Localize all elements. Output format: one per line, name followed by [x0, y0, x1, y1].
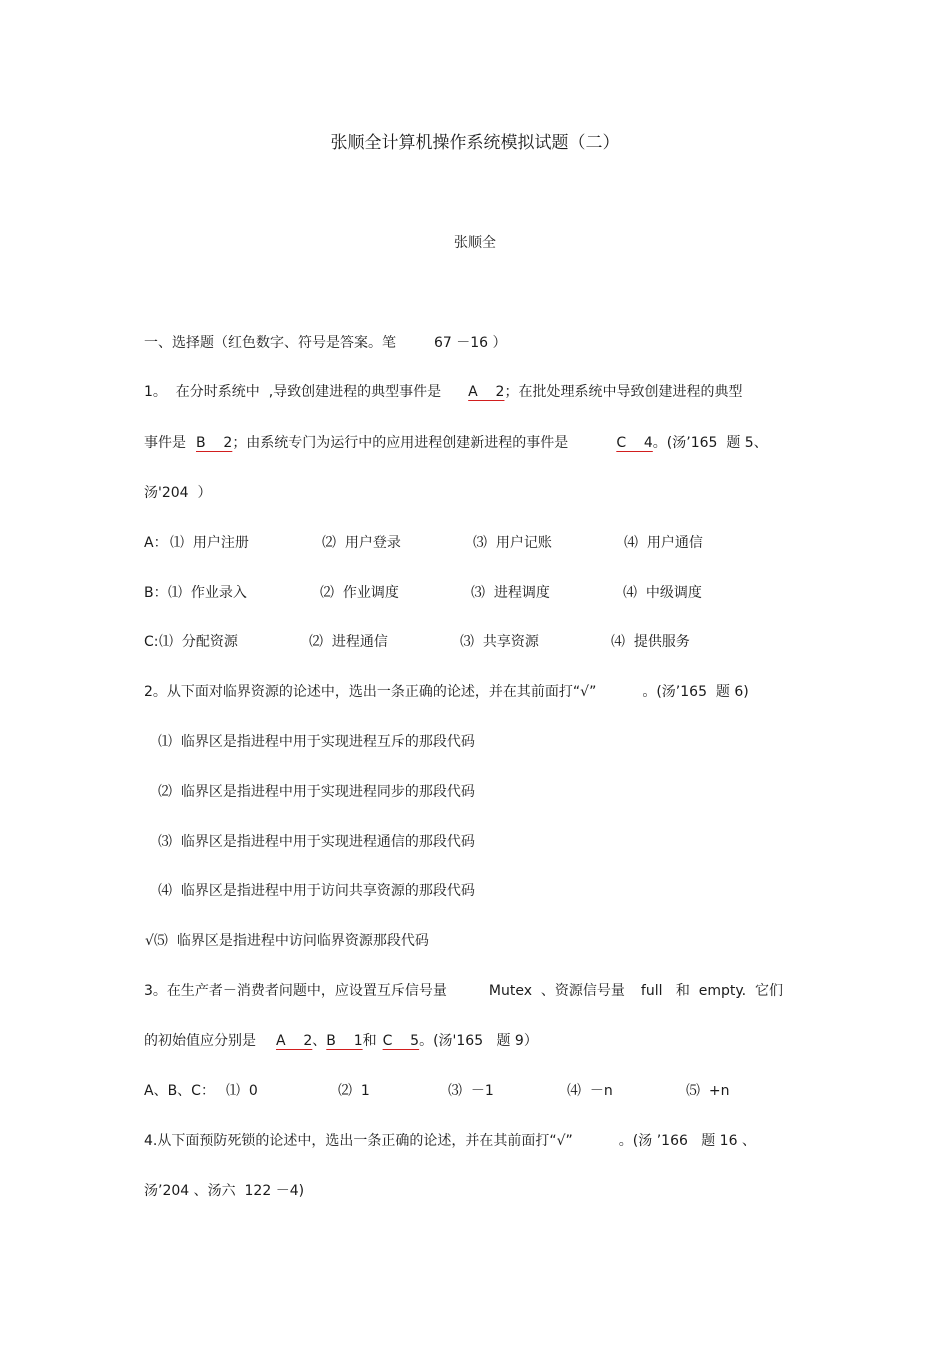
- q1-option-a4: ⑷ 用户通信: [624, 535, 703, 551]
- q2-option-4: ⑷ 临界区是指进程中用于访问共享资源的那段代码: [158, 883, 475, 899]
- q4-line2: 汤’204 、汤六 122 －4): [144, 1183, 305, 1199]
- q1-option-a1: ⑴ 用户注册: [170, 535, 249, 551]
- q1-option-b1: ⑴ 作业录入: [168, 585, 247, 601]
- q1-text-e: 。(汤’165 题 5、: [652, 435, 768, 451]
- q2-option-2: ⑵ 临界区是指进程中用于实现进程同步的那段代码: [158, 784, 475, 800]
- q3-answer-c: C 5: [382, 1033, 420, 1049]
- q3-line2: [144, 1031, 538, 1051]
- q2-option-3: ⑶ 临界区是指进程中用于实现进程通信的那段代码: [158, 834, 475, 850]
- q3-option-3: ⑶ －1: [448, 1083, 494, 1099]
- q1-option-c4: ⑷ 提供服务: [611, 634, 690, 650]
- q3-text-a: 3。在生产者－消费者问题中，应设置互斥信号量: [144, 983, 447, 999]
- page-title: 张顺全计算机操作系统模拟试题（二）: [330, 133, 620, 153]
- q4-stem: [144, 1131, 756, 1151]
- q1-options-c-label: C:: [144, 634, 159, 650]
- q1-option-c3: ⑶ 共享资源: [460, 634, 539, 650]
- q1-option-c1: ⑴ 分配资源: [159, 634, 238, 650]
- q1-options-b-label: B：: [144, 585, 168, 601]
- section-heading-range: 67 －16 ）: [434, 335, 507, 351]
- q1-answer-b: B 2: [196, 435, 233, 451]
- q1-line3: 汤'204 ）: [144, 485, 212, 501]
- q1-text-a: 1。 在分时系统中 ,导致创建进程的典型事件是: [144, 384, 442, 400]
- q3-option-1: ⑴ 0: [226, 1083, 258, 1099]
- q1-text-c: 事件是: [144, 435, 186, 451]
- q3-text-e: 。(汤'165 题 9）: [419, 1033, 538, 1049]
- q3-text-d: 的初始值应分别是: [144, 1033, 256, 1049]
- q3-sep-2: 和: [362, 1033, 377, 1049]
- q3-option-2: ⑵ 1: [338, 1083, 370, 1099]
- q1-option-b4: ⑷ 中级调度: [623, 585, 702, 601]
- q1-text-d: ；由系统专门为运行中的应用进程创建新进程的事件是: [232, 435, 569, 451]
- q3-text-c: full 和 empty. 它们: [640, 983, 784, 999]
- author: 张顺全: [454, 235, 496, 251]
- q1-text-b: ；在批处理系统中导致创建进程的典型: [504, 384, 743, 400]
- q3-options-label: A、B、C：: [144, 1083, 215, 1099]
- q2-option-5-correct: √⑸ 临界区是指进程中访问临界资源那段代码: [145, 933, 429, 949]
- q3-answer-b: B 1: [326, 1033, 363, 1049]
- q1-option-a3: ⑶ 用户记账: [473, 535, 552, 551]
- q1-option-a2: ⑵ 用户登录: [322, 535, 401, 551]
- q3-sep-1: 、: [312, 1033, 327, 1049]
- q1-line2: [144, 433, 768, 453]
- q1-option-b2: ⑵ 作业调度: [320, 585, 399, 601]
- q3-option-4: ⑷ －n: [567, 1083, 613, 1099]
- section-heading: [144, 333, 507, 353]
- q3-text-b: Mutex 、资源信号量: [488, 983, 625, 999]
- q4-stem-text: 4.从下面预防死锁的论述中，选出一条正确的论述，并在其前面打“√”: [144, 1133, 573, 1149]
- q1-option-c2: ⑵ 进程通信: [309, 634, 388, 650]
- q2-stem: [144, 682, 749, 702]
- q2-stem-ref: 。(汤’165 题 6): [642, 684, 749, 700]
- section-heading-text: 一、选择题（红色数字、符号是答案。笔: [144, 335, 396, 351]
- q1-option-b3: ⑶ 进程调度: [471, 585, 550, 601]
- q1-answer-a: A 2: [468, 384, 505, 400]
- q2-option-1: ⑴ 临界区是指进程中用于实现进程互斥的那段代码: [158, 734, 475, 750]
- q1-options-a-label: A：: [144, 535, 168, 551]
- q3-option-5: ⑸ +n: [686, 1083, 730, 1099]
- q4-stem-ref: 。(汤 ’166 题 16 、: [618, 1133, 756, 1149]
- q1-line1: [144, 382, 742, 402]
- q2-stem-text: 2。从下面对临界资源的论述中，选出一条正确的论述，并在其前面打“√”: [144, 684, 597, 700]
- q3-line1: [144, 981, 783, 1001]
- q1-answer-c: C 4: [616, 435, 653, 451]
- q3-answer-a: A 2: [276, 1033, 313, 1049]
